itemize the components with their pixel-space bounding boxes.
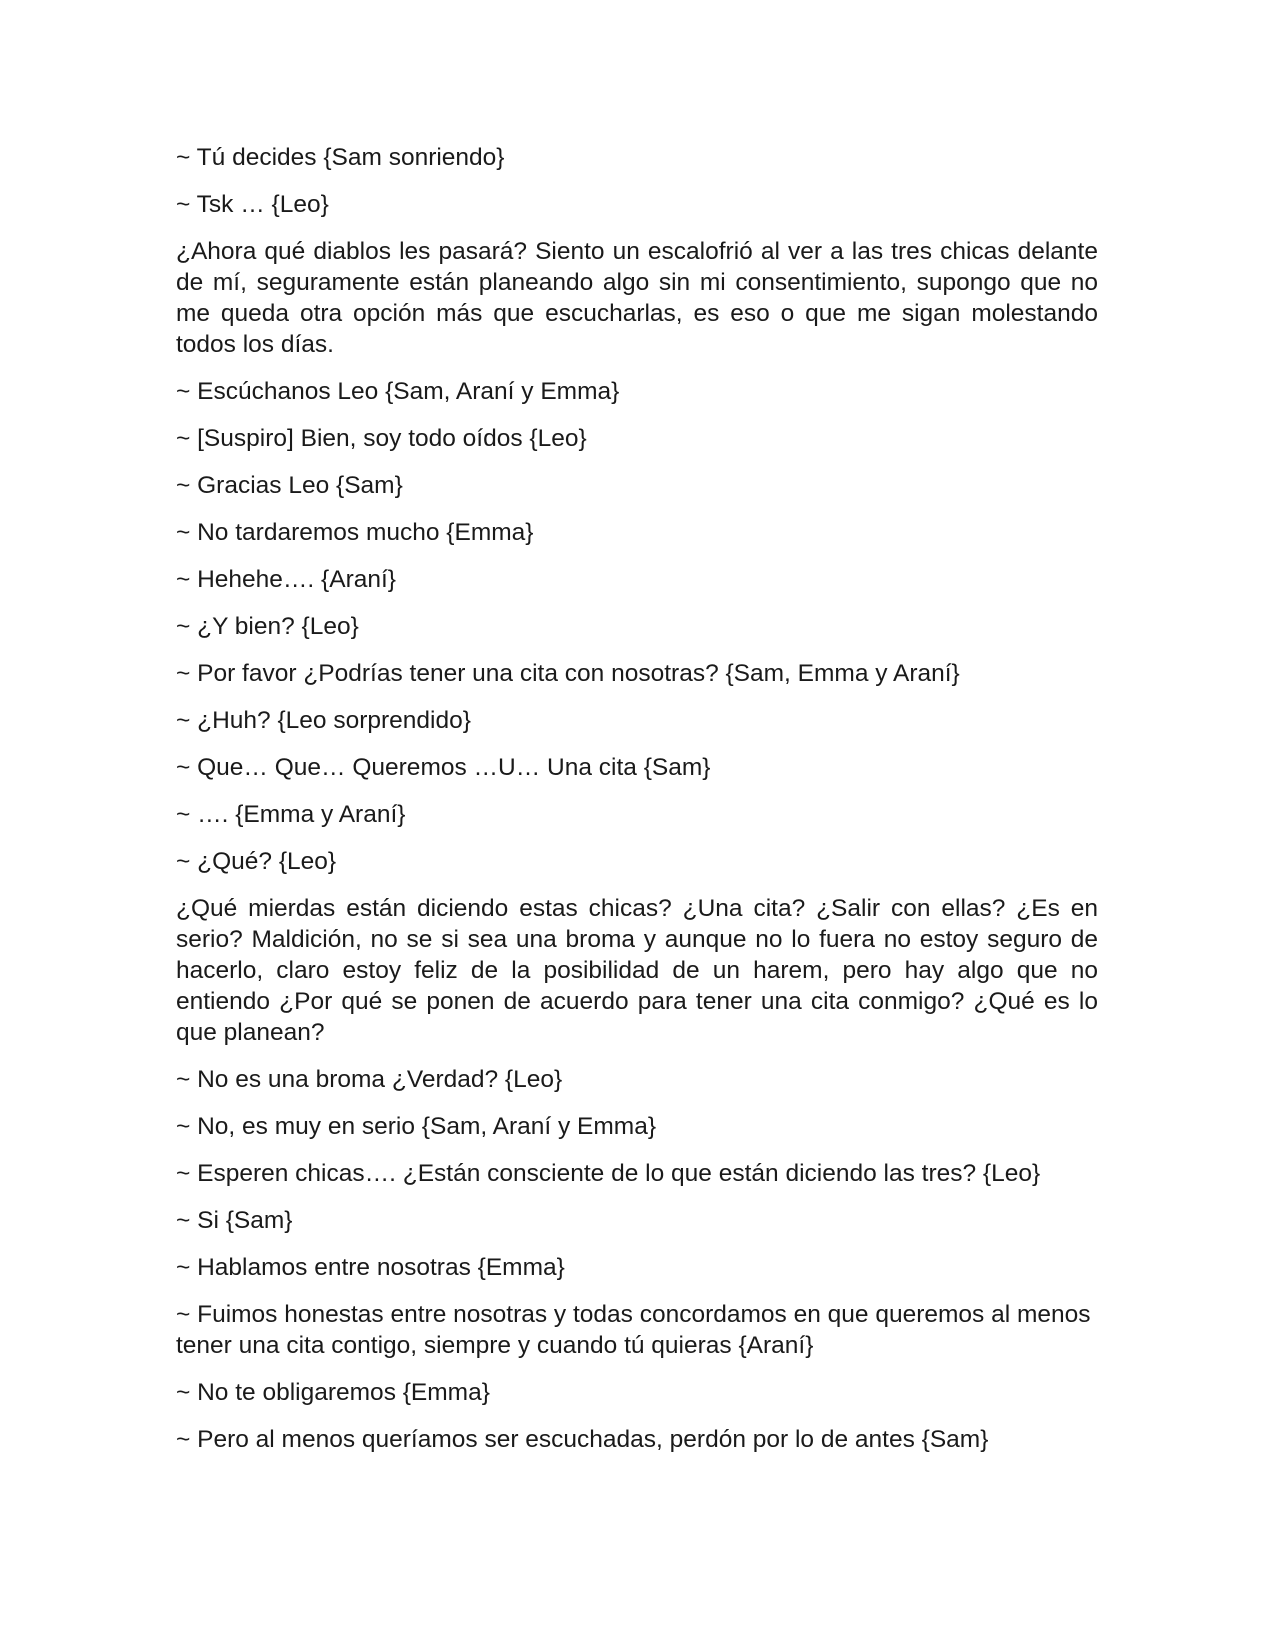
- dialogue-line: ~ Tú decides {Sam sonriendo}: [176, 144, 505, 171]
- narration-paragraph: ¿Ahora qué diablos les pasará? Siento un escalofrió al ver a las tres chicas delante de mí, seguramente están planeando algo sin mi consentimiento, supongo que no me queda otra opción más que escucharlas, es eso o que me sigan molestando todos los días.: [176, 238, 1098, 358]
- dialogue-line: ~ No tardaremos mucho {Emma}: [176, 519, 534, 546]
- dialogue-line: ~ ¿Y bien? {Leo}: [176, 613, 359, 640]
- dialogue-line: ~ Tsk … {Leo}: [176, 191, 329, 218]
- dialogue-line: ~ Gracias Leo {Sam}: [176, 472, 403, 499]
- dialogue-line: ~ Pero al menos queríamos ser escuchadas, perdón por lo de antes {Sam}: [176, 1426, 989, 1453]
- dialogue-line: ~ No, es muy en serio {Sam, Araní y Emma}: [176, 1113, 656, 1140]
- dialogue-line: ~ …. {Emma y Araní}: [176, 801, 406, 828]
- dialogue-line: ~ [Suspiro] Bien, soy todo oídos {Leo}: [176, 425, 587, 452]
- dialogue-line: ~ No es una broma ¿Verdad? {Leo}: [176, 1066, 563, 1093]
- dialogue-line: ~ Escúchanos Leo {Sam, Araní y Emma}: [176, 378, 620, 405]
- dialogue-line: ~ Si {Sam}: [176, 1207, 293, 1234]
- dialogue-line: ~ No te obligaremos {Emma}: [176, 1379, 490, 1406]
- dialogue-line: ~ Que… Que… Queremos …U… Una cita {Sam}: [176, 754, 711, 781]
- dialogue-line: ~ Hablamos entre nosotras {Emma}: [176, 1254, 565, 1281]
- dialogue-line: ~ ¿Huh? {Leo sorprendido}: [176, 707, 471, 734]
- narration-paragraph: ¿Qué mierdas están diciendo estas chicas? ¿Una cita? ¿Salir con ellas? ¿Es en serio? Maldición, no se si sea una broma y aunque no lo fuera no estoy seguro de hacerlo, claro estoy feliz de la posibilidad de un harem, pero hay algo que no entiendo ¿Por qué se ponen de acuerdo para tener una cita conmigo? ¿Qué es lo que planean?: [176, 895, 1098, 1046]
- dialogue-line: ~ Hehehe…. {Araní}: [176, 566, 396, 593]
- dialogue-line: ~ Fuimos honestas entre nosotras y todas concordamos en que queremos al menos tener una cita contigo, siempre y cuando tú quieras {Araní}: [176, 1301, 1091, 1359]
- document-body: [176, 142, 1098, 1471]
- dialogue-line: ~ Esperen chicas…. ¿Están consciente de lo que están diciendo las tres? {Leo}: [176, 1160, 1041, 1187]
- dialogue-line: ~ Por favor ¿Podrías tener una cita con nosotras? {Sam, Emma y Araní}: [176, 660, 960, 687]
- dialogue-line: ~ ¿Qué? {Leo}: [176, 848, 337, 875]
